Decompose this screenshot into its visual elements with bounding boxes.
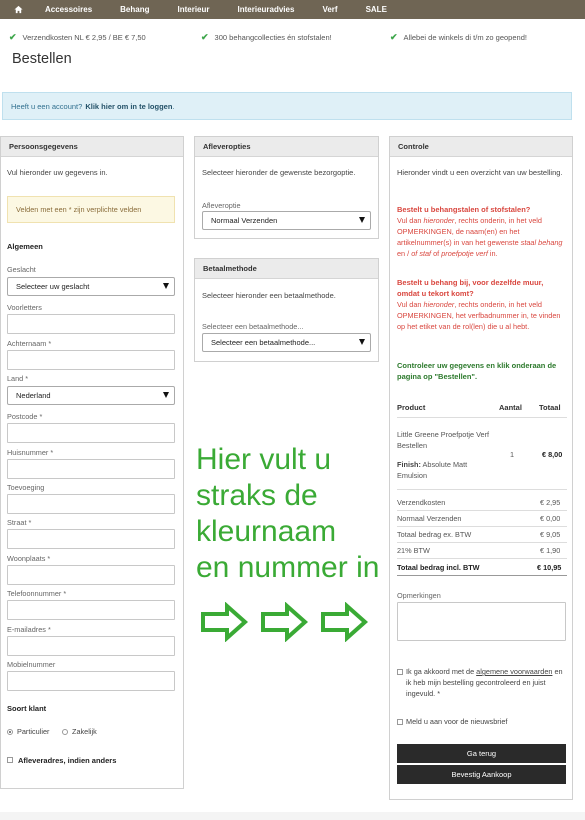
check-icon: ✔ xyxy=(9,32,17,42)
product-finish: Finish: Absolute Matt Emulsion xyxy=(397,460,468,480)
radio-zakelijk[interactable] xyxy=(62,727,97,736)
nav-item-interieuradvies[interactable]: Interieuradvies xyxy=(237,5,295,14)
nav-item-accessoires[interactable]: Accessoires xyxy=(45,5,93,14)
city-label: Woonplaats * xyxy=(7,554,51,563)
mobile-label: Mobielnummer xyxy=(7,660,56,669)
usp-bar xyxy=(0,32,585,44)
summary-label: Verzendkosten xyxy=(397,498,446,507)
mobile-input[interactable] xyxy=(7,671,175,691)
housenumber-input[interactable] xyxy=(7,459,175,479)
usp-item xyxy=(390,32,527,43)
country-label: Land * xyxy=(7,374,29,383)
addition-label: Toevoeging xyxy=(7,483,45,492)
addition-input[interactable] xyxy=(7,494,175,514)
grand-total-label: Totaal bedrag incl. BTW xyxy=(397,563,480,572)
login-link[interactable]: Klik hier om in te loggen xyxy=(85,101,173,111)
arrow-right-icon xyxy=(323,606,365,638)
divider xyxy=(397,526,567,527)
remarks-label: Opmerkingen xyxy=(397,591,441,600)
nav-item-behang[interactable]: Behang xyxy=(120,5,150,14)
check-note: Controleer uw gegevens en klik onderaan de pagina op "Bestellen". xyxy=(397,361,557,381)
back-button[interactable]: Ga terug xyxy=(397,744,566,763)
delivery-select-value: Normaal Verzenden xyxy=(211,216,278,225)
check-icon: ✔ xyxy=(201,32,209,42)
housenumber-label: Huisnummer * xyxy=(7,448,54,457)
gender-select-value: Selecteer uw geslacht xyxy=(16,282,90,291)
dropdown-arrow-icon xyxy=(359,339,365,345)
product-qty: 1 xyxy=(510,450,515,459)
divider xyxy=(397,417,567,418)
initials-label: Voorletters xyxy=(7,303,42,312)
home-icon[interactable] xyxy=(0,5,31,14)
annotation-text xyxy=(196,442,379,586)
review-intro: Hieronder vindt u een overzicht van uw bestelling. xyxy=(397,168,563,177)
panel-heading: Afleveropties xyxy=(195,137,378,157)
phone-input[interactable] xyxy=(7,600,175,620)
usp-text: 300 behangcollecties én stofstalen! xyxy=(214,33,332,42)
country-select[interactable] xyxy=(7,386,175,405)
payment-select[interactable] xyxy=(202,333,371,352)
sample-instructions: Vul dan hieronder, rechts onderin, in het veld OPMERKINGEN, de naam(en) en het artikelnummer(s) in van het gewenste staal behang en / of staf of proefpotje verf in. xyxy=(397,216,563,258)
divider xyxy=(397,542,567,543)
nav-item-interieur[interactable]: Interieur xyxy=(177,5,210,14)
summary-label: Normaal Verzenden xyxy=(397,514,462,523)
annotation-line: en nummer in xyxy=(196,551,380,584)
grand-total-value: € 10,95 xyxy=(537,563,562,572)
wallpaper-heading: Bestelt u behang bij, voor dezelfde muur, omdat u tekort komt? xyxy=(397,278,544,298)
customer-type-heading: Soort klant xyxy=(7,704,47,713)
gender-label: Geslacht xyxy=(7,265,36,274)
summary-value: € 0,00 xyxy=(540,514,561,523)
nav-item-sale[interactable]: SALE xyxy=(365,5,387,14)
col-product: Product xyxy=(397,403,426,412)
terms-text: Ik ga akkoord met de algemene voorwaarden en ik heb mijn bestelling gecontroleerd en juist ingevuld. * xyxy=(406,667,563,698)
usp-item xyxy=(201,32,332,43)
login-notice: Heeft u een account? Klik hier om in te loggen . xyxy=(2,92,572,120)
annotation-arrows xyxy=(200,602,372,642)
alt-address-label: Afleveradres, indien anders xyxy=(18,756,117,765)
divider xyxy=(397,489,567,490)
wallpaper-instructions: Vul dan hieronder, rechts onderin, in het veld OPMERKINGEN, het verfbadnummer in, te vinden op het etiket van de rol(len) die u al hebt. xyxy=(397,300,561,331)
usp-text: Verzendkosten NL € 2,95 / BE € 7,50 xyxy=(22,33,146,42)
summary-value: € 1,90 xyxy=(540,546,561,555)
annotation-line: Hier vult u xyxy=(196,443,332,476)
radio-icon xyxy=(62,729,68,735)
phone-label: Telefoonnummer * xyxy=(7,589,67,598)
terms-checkbox[interactable] xyxy=(397,669,403,675)
col-qty: Aantal xyxy=(499,403,522,412)
product-name: Little Greene Proefpotje Verf Bestellen xyxy=(397,430,490,450)
city-input[interactable] xyxy=(7,565,175,585)
street-input[interactable] xyxy=(7,529,175,549)
personal-intro: Vul hieronder uw gegevens in. xyxy=(7,168,108,177)
divider xyxy=(397,510,567,511)
required-fields-note: Velden met een * zijn verplichte velden xyxy=(7,196,175,223)
postcode-input[interactable] xyxy=(7,423,175,443)
payment-select-value: Selecteer een betaalmethode... xyxy=(211,338,316,347)
summary-value: € 2,95 xyxy=(540,498,561,507)
payment-intro: Selecteer hieronder een betaalmethode. xyxy=(202,291,336,300)
section-general: Algemeen xyxy=(7,242,43,251)
main-nav xyxy=(0,0,585,19)
col-total: Totaal xyxy=(539,403,561,412)
check-icon: ✔ xyxy=(390,32,398,42)
delivery-label: Afleveroptie xyxy=(202,201,241,210)
newsletter-label: Meld u aan voor de nieuwsbrief xyxy=(406,717,508,726)
gender-select[interactable] xyxy=(7,277,175,296)
radio-label: Zakelijk xyxy=(72,727,97,736)
postcode-label: Postcode * xyxy=(7,412,43,421)
usp-item xyxy=(9,32,146,43)
panel-heading: Betaalmethode xyxy=(195,259,378,279)
delivery-select[interactable] xyxy=(202,211,371,230)
email-input[interactable] xyxy=(7,636,175,656)
dropdown-arrow-icon xyxy=(163,392,169,398)
product-total: € 8,00 xyxy=(542,450,563,459)
page-title: Bestellen xyxy=(12,51,72,67)
terms-link[interactable]: algemene voorwaarden xyxy=(476,667,553,676)
annotation-line: kleurnaam xyxy=(196,515,337,548)
arrow-right-icon xyxy=(203,606,245,638)
arrow-right-icon xyxy=(263,606,305,638)
street-label: Straat * xyxy=(7,518,32,527)
annotation-line: straks de xyxy=(196,479,318,512)
remarks-textarea[interactable] xyxy=(397,602,566,641)
radio-particulier[interactable] xyxy=(7,727,49,736)
confirm-purchase-button[interactable]: Bevestig Aankoop xyxy=(397,765,566,784)
summary-label: 21% BTW xyxy=(397,546,430,555)
payment-placeholder: Selecteer een betaalmethode... xyxy=(202,322,304,331)
divider xyxy=(397,575,567,576)
initials-input[interactable] xyxy=(7,314,175,334)
usp-text: Allebei de winkels di t/m zo geopend! xyxy=(403,33,527,42)
divider xyxy=(397,558,567,559)
panel-heading: Controle xyxy=(390,137,572,157)
radio-label: Particulier xyxy=(17,727,50,736)
footer-strip xyxy=(0,812,585,820)
lastname-label: Achternaam * xyxy=(7,339,52,348)
summary-value: € 9,05 xyxy=(540,530,561,539)
country-select-value: Nederland xyxy=(16,391,51,400)
radio-selected-icon xyxy=(7,729,13,735)
summary-label: Totaal bedrag ex. BTW xyxy=(397,530,472,539)
newsletter-checkbox[interactable] xyxy=(397,719,403,725)
dropdown-arrow-icon xyxy=(359,217,365,223)
dropdown-arrow-icon xyxy=(163,283,169,289)
login-notice-text: Heeft u een account? xyxy=(11,101,83,111)
sample-heading: Bestelt u behangstalen of stofstalen? xyxy=(397,205,531,214)
panel-heading: Persoonsgegevens xyxy=(1,137,183,157)
delivery-intro: Selecteer hieronder de gewenste bezorgoptie. xyxy=(202,168,356,177)
alt-address-checkbox[interactable] xyxy=(7,757,13,763)
email-label: E-mailadres * xyxy=(7,625,51,634)
lastname-input[interactable] xyxy=(7,350,175,370)
nav-item-verf[interactable]: Verf xyxy=(322,5,338,14)
